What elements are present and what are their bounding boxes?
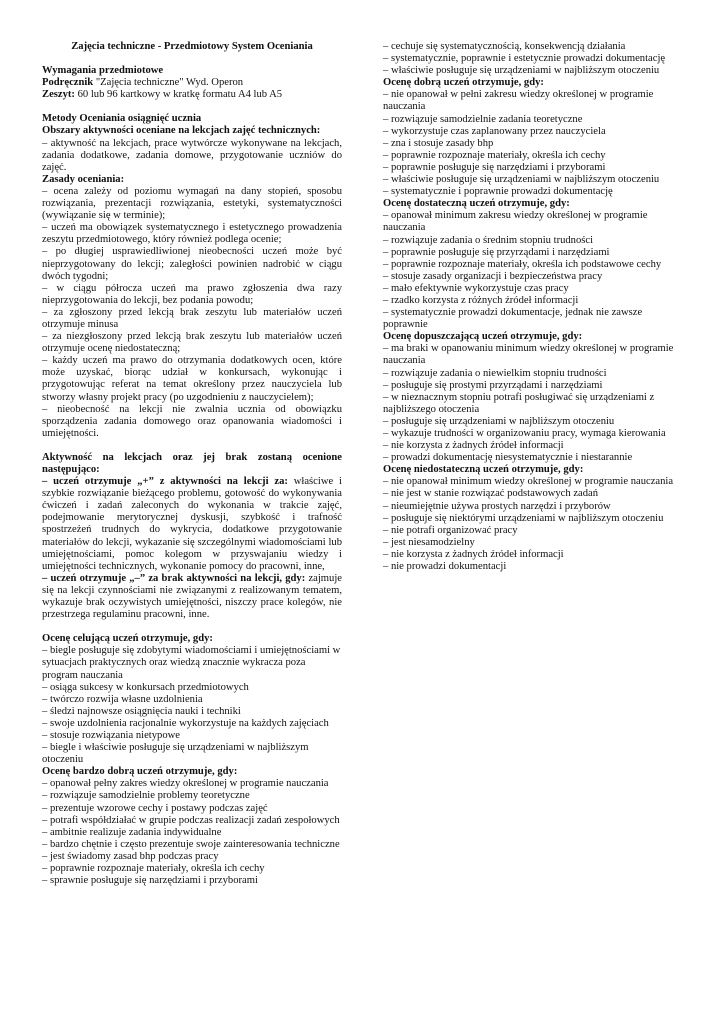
textbook-value: "Zajęcia techniczne" Wyd. Operon: [93, 77, 244, 89]
list-item: – nie prowadzi dokumentacji: [383, 561, 507, 573]
list-item: – właściwie posługuje się urządzeniami w najbliższym otoczeniu: [383, 174, 660, 186]
list-item: – właściwie posługuje się urządzeniami w najbliższym otoczeniu: [383, 65, 660, 77]
list-item: – zna i stosuje zasady bhp: [383, 137, 494, 149]
rule-item: – ocena zależy od poziomu wymagań na dany stopień, sposobu rozwiązania, prezentacji rozwiązania, estetyki, systematyczności (wywiązanie się w terminie);: [42, 185, 342, 222]
list-item: – biegle posługuje się zdobytymi wiadomościami i umiejętnościami w sytuacjach praktycznych oraz wiedzą znacznie wykracza poza program nauczania: [42, 645, 341, 681]
list-item: – jest niesamodzielny: [383, 536, 475, 548]
list-item: – śledzi najnowsze osiągnięcia nauki i techniki: [42, 705, 241, 717]
list-item: – posługuje się urządzeniami w najbliższym otoczeniu: [383, 415, 615, 427]
list-item: – posługuje się niektórymi urządzeniami w najbliższym otoczeniu: [383, 512, 664, 524]
list-item: – jest świadomy zasad bhp podczas pracy: [42, 850, 219, 862]
list-item: – wykorzystuje czas zaplanowany przez nauczyciela: [383, 125, 606, 137]
rule-item: – w ciągu półrocza uczeń ma prawo zgłoszenia dwa razy nieprzygotowania do lekcji, bez podania powodu;: [42, 282, 342, 306]
methods-heading: Metody Oceniania osiągnięć ucznia: [42, 113, 202, 125]
list-item: – systematycznie prowadzi dokumentacje, jednak nie zawsze poprawnie: [383, 307, 643, 331]
rule-item: – nieobecność na lekcji nie zwalnia ucznia od obowiązku sporządzenia zadania domowego oraz opanowania wiadomości i umiejętności.: [42, 403, 342, 439]
minus-label: – uczeń otrzymuje „–” za brak aktywności na lekcji, gdy:: [42, 572, 306, 584]
rule-item: – za zgłoszony przed lekcją brak zeszytu lub materiałów uczeń otrzymuje minusa: [42, 306, 342, 330]
list-item: – poprawnie rozpoznaje materiały, określa ich podstawowe cechy: [383, 258, 662, 270]
list-item: – nie opanował w pełni zakresu wiedzy określonej w programie nauczania: [383, 89, 654, 113]
list-item: – systematycznie i poprawnie prowadzi dokumentację: [383, 186, 613, 198]
list-item: – opanował pełny zakres wiedzy określonej w programie nauczania: [42, 778, 329, 790]
list-item: – rozwiązuje samodzielnie problemy teoretyczne: [42, 790, 250, 802]
rules-heading: Zasady oceniania:: [42, 173, 125, 185]
right-column: [383, 41, 678, 573]
list-item: – prowadzi dokumentację niesystematycznie i niestarannie: [383, 452, 633, 464]
minus-text: zajmuje się na lekcji czynnościami nie związanymi z realizowanym tematem, wykazuje brak oczywistych umiejętności, niszczy prace kolegów, nie przestrzega regulaminu pracowni, inne.: [42, 572, 342, 621]
plus-text: właściwe i szybkie rozwiązanie bieżącego problemu, gotowość do wykonywania ćwiczeń i zadań zaleconych do wykonania w trakcie zajęć, podejmowanie merytorycznej dyskusji, szybkość i trafność spostrzeżeń trudnych do wykrycia, dodatkowe przygotowanie materiałów do lekcji, wykazanie się szczególnymi wiadomościami lub umiejętnościami, pomoc kolegom w przyswajaniu wiedzy i umiejętności technicznych, wykonanie pomocy do pracowni, inne,: [42, 476, 342, 572]
list-item: – ambitnie realizuje zadania indywidualne: [42, 826, 222, 838]
list-item: – stosuje rozwiązania nietypowe: [42, 729, 180, 741]
plus-label: – uczeń otrzymuje „+” z aktywności na lekcji za:: [42, 476, 288, 488]
list-item: – wykazuje trudności w organizowaniu pracy, wymaga kierowania: [383, 428, 666, 439]
list-item: – rozwiązuje samodzielnie zadania teoretyczne: [383, 113, 583, 125]
list-item: – sprawnie posługuje się narzędziami i przyborami: [42, 875, 258, 887]
textbook-line: [42, 77, 342, 89]
list-item: – biegle i właściwie posługuje się urządzeniami w najbliższym otoczeniu: [42, 742, 309, 766]
list-item: – rzadko korzysta z różnych źródeł informacji: [383, 294, 579, 306]
list-item: – cechuje się systematycznością, konsekwencją działania: [383, 41, 626, 52]
grade-dopuszczajacy-heading: Ocenę dopuszczającą uczeń otrzymuje, gdy:: [383, 331, 583, 343]
areas-text: – aktywność na lekcjach, prace wytwórcze wykonywane na lekcjach, zadania dodatkowe, zadania domowe, przygotowanie uczniów do zajęć.: [42, 137, 342, 173]
list-item: – opanował minimum zakresu wiedzy określonej w programie nauczania: [383, 210, 648, 234]
minus-paragraph: [42, 573, 342, 621]
rule-item: – każdy uczeń ma prawo do otrzymania dodatkowych ocen, które może uzyskać, biorąc udział w konkursach, wykonując i przygotowując referat na temat określony przez nauczyciela lub stworzy własny projekt pracy (po uzgodnieniu z nauczycielem);: [42, 355, 342, 403]
rule-item: – za niezgłoszony przed lekcją brak zeszytu lub materiałów uczeń otrzymuje ocenę niedostateczną;: [42, 331, 342, 355]
list-item: – posługuje się prostymi przyrządami i narzędziami: [383, 379, 603, 391]
list-item: – poprawnie posługuje się przyrządami i narzędziami: [383, 246, 610, 258]
list-item: – poprawnie rozpoznaje materiały, określa ich cechy: [42, 863, 265, 874]
list-item: – nieumiejętnie używa prostych narzędzi i przyborów: [383, 500, 611, 512]
list-item: – nie potrafi organizować pracy: [383, 524, 518, 536]
list-item: – osiąga sukcesy w konkursach przedmiotowych: [42, 681, 249, 693]
notebook-label: Zeszyt:: [42, 89, 75, 101]
grade-dobry-heading: Ocenę dobrą uczeń otrzymuje, gdy:: [383, 77, 544, 89]
notebook-line: [42, 89, 342, 101]
rule-item: – po długiej usprawiedliwionej nieobecności uczeń może być nieprzygotowany do lekcji; zaległości powinien nadrobić w ciągu dwóch tygodni;: [42, 246, 342, 282]
notebook-value: 60 lub 96 kartkowy w kratkę formatu A4 lub A5: [74, 89, 283, 101]
list-item: – rozwiązuje zadania o niewielkim stopniu trudności: [383, 367, 607, 379]
rule-item: – uczeń ma obowiązek systematycznego i estetycznego prowadzenia zeszytu przedmiotowego, który również podlega ocenie;: [42, 222, 342, 246]
list-item: – nie opanował minimum wiedzy określonej w programie nauczania: [383, 476, 674, 488]
document-title: Zajęcia techniczne - Przedmiotowy System Oceniania: [71, 41, 313, 52]
list-item: – ma braki w opanowaniu minimum wiedzy określonej w programie nauczania: [383, 343, 674, 367]
list-item: – mało efektywnie wykorzystuje czas pracy: [383, 282, 569, 294]
list-item: – poprawnie rozpoznaje materiały, określa ich cechy: [383, 149, 606, 161]
areas-heading: Obszary aktywności oceniane na lekcjach zajęć technicznych:: [42, 125, 321, 137]
list-item: – w nieznacznym stopniu potrafi posługiwać się urządzeniami z najbliższego otoczenia: [383, 391, 655, 415]
left-column: [42, 41, 342, 887]
list-item: – nie korzysta z żadnych źródeł informacji: [383, 440, 564, 452]
grade-dostateczny-heading: Ocenę dostateczną uczeń otrzymuje, gdy:: [383, 198, 570, 210]
plus-paragraph: [42, 476, 342, 573]
list-item: – poprawnie posługuje się narzędziami i przyborami: [383, 161, 606, 173]
list-item: – stosuje zasady organizacji i bezpieczeństwa pracy: [383, 270, 603, 282]
list-item: – nie korzysta z żadnych źródeł informacji: [383, 548, 564, 560]
activity-heading: Aktywność na lekcjach oraz jej brak zostaną ocenione następująco:: [42, 451, 342, 475]
grade-bardzo-dobry-heading: Ocenę bardzo dobrą uczeń otrzymuje, gdy:: [42, 766, 238, 778]
list-item: – bardzo chętnie i często prezentuje swoje zainteresowania techniczne: [42, 838, 340, 850]
textbook-label: Podręcznik: [42, 77, 94, 89]
list-item: – potrafi współdziałać w grupie podczas realizacji zadań zespołowych: [42, 814, 340, 826]
list-item: – systematycznie, poprawnie i estetycznie prowadzi dokumentację: [383, 53, 666, 65]
grade-celujacy-heading: Ocenę celującą uczeń otrzymuje, gdy:: [42, 633, 213, 645]
list-item: – rozwiązuje zadania o średnim stopniu trudności: [383, 234, 594, 246]
list-item: – prezentuje wzorowe cechy i postawy podczas zajęć: [42, 802, 268, 814]
list-item: – twórczo rozwija własne uzdolnienia: [42, 693, 203, 705]
requirements-heading: Wymagania przedmiotowe: [42, 65, 164, 77]
list-item: – swoje uzdolnienia racjonalnie wykorzystuje na każdych zajęciach: [42, 717, 329, 729]
list-item: – nie jest w stanie rozwiązać podstawowych zadań: [383, 488, 599, 500]
grade-niedostateczny-heading: Ocenę niedostateczną uczeń otrzymuje, gdy:: [383, 464, 584, 476]
